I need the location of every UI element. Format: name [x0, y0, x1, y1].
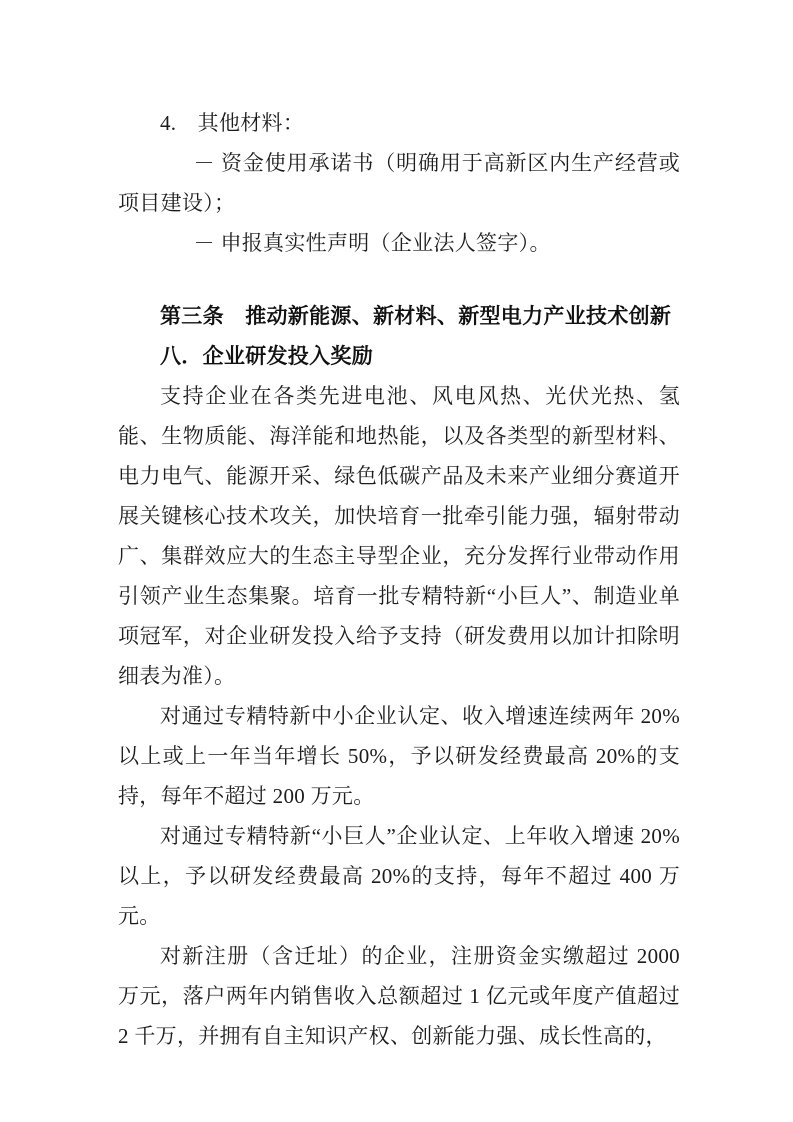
paragraph-little-giant-reward: 对通过专精特新“小巨人”企业认定、上年收入增速 20%以上，予以研发经费最高 20%的支持，每年不超过 400 万元。: [118, 824, 680, 928]
list-item-other-materials: 4. 其他材料：: [160, 111, 305, 135]
paragraph-new-registered-enterprise: 对新注册（含迁址）的企业，注册资金实缴超过 2000 万元，落户两年内销售收入总额超过 1 亿元或年度产值超过 2 千万，并拥有自主知识产权、创新能力强、成长性高的，: [118, 944, 680, 1048]
dash-item-fund-commitment: － 资金使用承诺书（明确用于高新区内生产经营或项目建设）；: [118, 151, 680, 215]
paragraph-spacer: [118, 263, 680, 296]
paragraph-rd-support-scope: 支持企业在各类先进电池、风电风热、光伏光热、氢能、生物质能、海洋能和地热能，以及各类型的新型材料、电力电气、能源开采、绿色低碳产品及未来产业细分赛道开展关键核心技术攻关，加快培育一批牵引能力强，辐射带动广、集群效应大的生态主导型企业，充分发挥行业带动作用引领产业生态集聚。培育一批专精特新“小巨人”、制造业单项冠军，对企业研发投入给予支持（研发费用以加计扣除明细表为准）。: [118, 384, 680, 688]
section-heading-article-3: 第三条 推动新能源、新材料、新型电力产业技术创新: [160, 304, 672, 328]
paragraph-sme-reward: 对通过专精特新中小企业认定、收入增速连续两年 20%以上或上一年当年增长 50%，予以研发经费最高 20%的支持，每年不超过 200 万元。: [118, 704, 680, 808]
document-content: [118, 103, 680, 1056]
subsection-heading-8-rd-investment-reward: 八．企业研发投入奖励: [160, 344, 373, 368]
dash-item-truth-declaration: － 申报真实性声明（企业法人签字）。: [193, 231, 551, 255]
